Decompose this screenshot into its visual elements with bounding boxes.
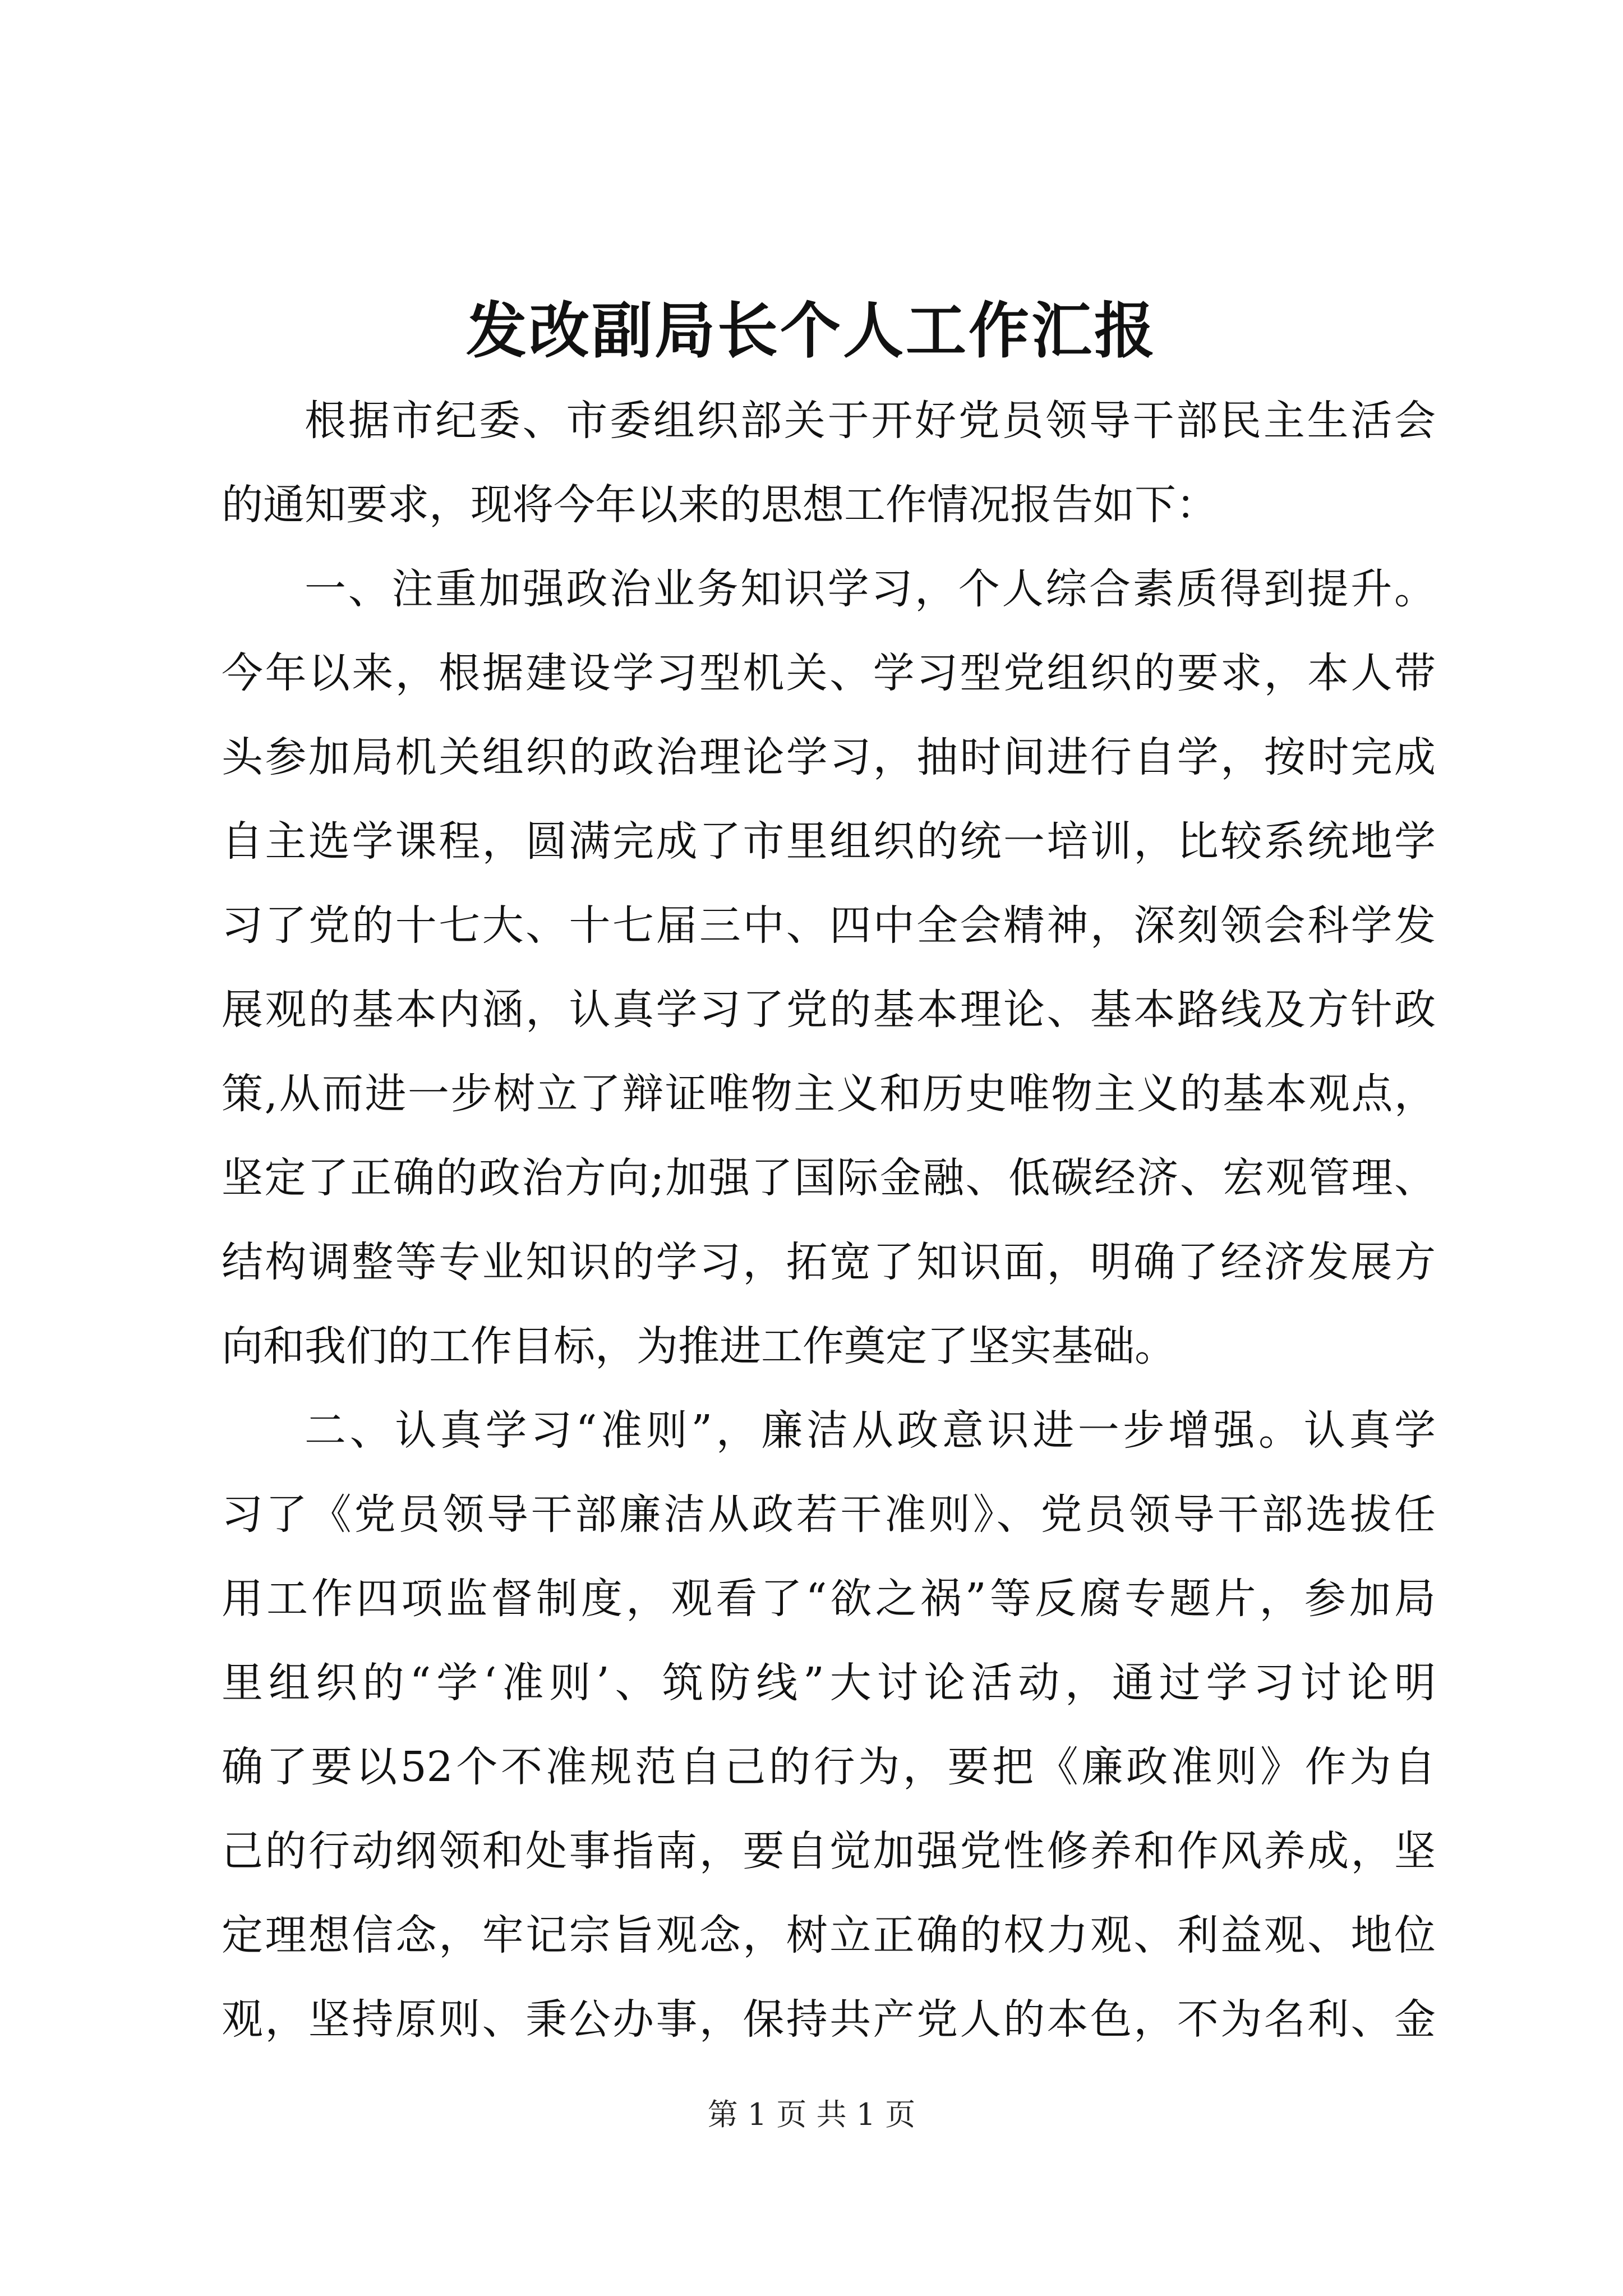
text-line: 习了党的十七大、十七届三中、四中全会精神，深刻领会科学发: [222, 901, 1436, 950]
text-line: 坚定了正确的政治方向;加强了国际金融、低碳经济、宏观管理、: [222, 1154, 1436, 1202]
text-line: 定理想信念，牢记宗旨观念，树立正确的权力观、利益观、地位: [222, 1911, 1436, 1959]
text-line: 己的行动纲领和处事指南，要自觉加强党性修养和作风养成，坚: [222, 1827, 1436, 1875]
text-line: 用工作四项监督制度，观看了“欲之祸”等反腐专题片，参加局: [222, 1575, 1436, 1623]
document-body: [222, 379, 1436, 2062]
text-line: 结构调整等专业知识的学习，拓宽了知识面，明确了经济发展方: [222, 1238, 1436, 1286]
text-line: 习了《党员领导干部廉洁从政若干准则》、党员领导干部选拔任: [222, 1490, 1436, 1539]
text-line: 自主选学课程，圆满完成了市里组织的统一培训，比较系统地学: [222, 817, 1436, 866]
text-line: 的通知要求，现将今年以来的思想工作情况报告如下：: [222, 481, 1218, 529]
text-line: 向和我们的工作目标，为推进工作奠定了坚实基础。: [222, 1322, 1176, 1370]
text-line: 今年以来，根据建设学习型机关、学习型党组织的要求，本人带: [222, 649, 1436, 697]
text-line: 观，坚持原则、秉公办事，保持共产党人的本色，不为名利、金: [222, 1995, 1436, 2044]
text-line: 头参加局机关组织的政治理论学习，抽时间进行自学，按时完成: [222, 733, 1436, 781]
text-line: 展观的基本内涵，认真学习了党的基本理论、基本路线及方针政: [222, 986, 1436, 1034]
text-line: 里组织的“学‘准则’、筑防线”大讨论活动，通过学习讨论明: [222, 1659, 1436, 1707]
text-line: 确了要以52个不准规范自己的行为，要把《廉政准则》作为自: [222, 1743, 1436, 1791]
text-line: 二、认真学习“准则”，廉洁从政意识进一步增强。认真学: [305, 1406, 1436, 1455]
text-line: 根据市纪委、市委组织部关于开好党员领导干部民主生活会: [305, 397, 1436, 445]
page-footer: 第 1 页 共 1 页: [707, 2097, 916, 2132]
document-title: 发改副局长个人工作汇报: [465, 296, 1157, 366]
text-line: 一、注重加强政治业务知识学习，个人综合素质得到提升。: [305, 565, 1436, 613]
text-line: 策,从而进一步树立了辩证唯物主义和历史唯物主义的基本观点，: [222, 1070, 1436, 1118]
